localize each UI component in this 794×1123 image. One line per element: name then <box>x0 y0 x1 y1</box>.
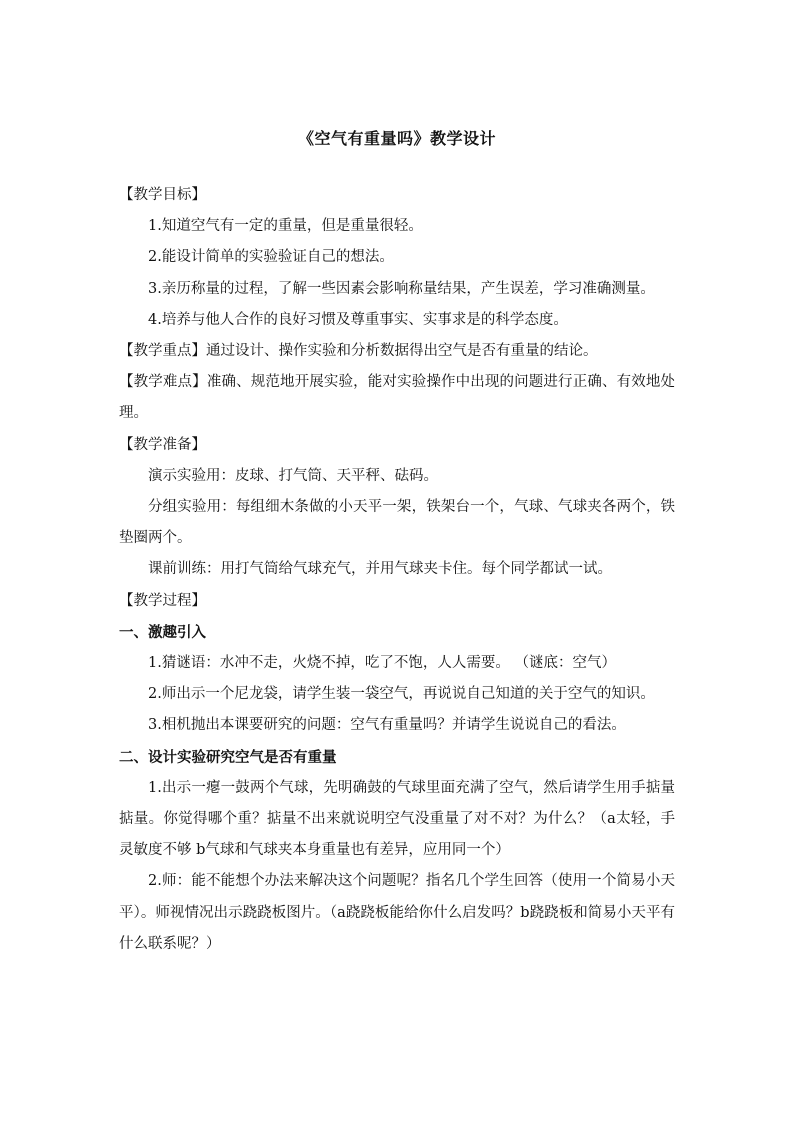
part1-heading: 一、激趣引入 <box>119 623 206 641</box>
process-heading: 【教学过程】 <box>119 592 206 609</box>
preparation-heading: 【教学准备】 <box>119 436 206 453</box>
part1-item: 3.相机抛出本课要研究的问题：空气有重量吗？并请学生说说自己的看法。 <box>148 717 626 734</box>
difficulty-paragraph <box>119 367 675 429</box>
difficulty-text: 准确、规范地开展实验，能对实验操作中出现的问题进行正确、有效地处理。 <box>119 374 675 422</box>
part2-item: 2.师：能不能想个办法来解决这个问题呢？指名几个学生回答（使用一个简易小天平）。师视情况出示跷跷板图片。（a跷跷板能给你什么启发吗？b跷跷板和简易小天平有什么联系呢？） <box>119 873 675 952</box>
objective-item: 1.知道空气有一定的重量，但是重量很轻。 <box>148 218 423 235</box>
key-point-text: 通过设计、操作实验和分析数据得出空气是否有重量的结论。 <box>206 343 598 360</box>
part2-heading: 二、设计实验研究空气是否有重量 <box>119 748 337 766</box>
key-point-label: 【教学重点】 <box>119 343 206 360</box>
part1-item: 1.猜谜语：水冲不走，火烧不掉，吃了不饱，人人需要。 （谜底：空气） <box>148 655 616 672</box>
preparation-item: 课前训练：用打气筒给气球充气，并用气球夹卡住。每个同学都试一试。 <box>148 561 612 578</box>
document-body <box>119 180 675 960</box>
document-title: 《空气有重量吗》教学设计 <box>297 129 496 148</box>
objective-item: 3.亲历称量的过程，了解一些因素会影响称量结果，产生误差，学习准确测量。 <box>148 280 655 297</box>
part1-item: 2.师出示一个尼龙袋，请学生装一袋空气，再说说自己知道的关于空气的知识。 <box>148 686 655 703</box>
difficulty-label: 【教学难点】 <box>119 374 207 391</box>
preparation-item: 分组实验用：每组细木条做的小天平一架，铁架台一个，气球、气球夹各两个，铁垫圈两个。 <box>119 499 675 547</box>
objective-item: 2.能设计简单的实验验证自己的想法。 <box>148 249 394 266</box>
objective-item: 4.培养与他人合作的良好习惯及尊重事实、实事求是的科学态度。 <box>148 311 568 328</box>
part2-item: 1.出示一瘪一鼓两个气球，先明确鼓的气球里面充满了空气，然后请学生用手掂量掂量。你觉得哪个重？掂量不出来就说明空气没重量了对不对？为什么？（a太轻，手灵敏度不够 b气球和气球夹本身重量也有差异，应用同一个） <box>119 779 675 859</box>
objectives-heading: 【教学目标】 <box>119 187 206 203</box>
key-point-paragraph <box>119 336 675 367</box>
preparation-item: 演示实验用：皮球、打气筒、天平秤、砝码。 <box>148 467 438 484</box>
